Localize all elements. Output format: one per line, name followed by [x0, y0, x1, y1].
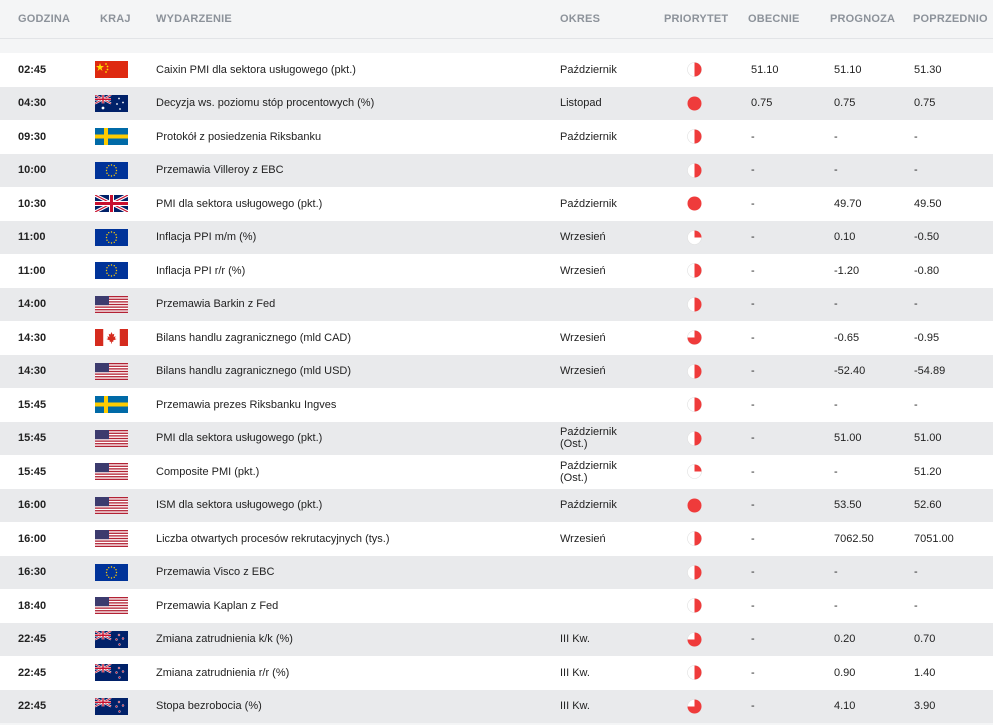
- previous-value: 51.00: [914, 432, 942, 445]
- header-period[interactable]: OKRES: [560, 13, 601, 25]
- event-name[interactable]: Composite PMI (pkt.): [156, 465, 260, 478]
- header-actual[interactable]: OBECNIE: [748, 13, 800, 25]
- forecast-value: -52.40: [834, 365, 866, 378]
- canada-flag-icon: [95, 321, 128, 355]
- actual-value: -: [751, 499, 755, 512]
- previous-value: 51.30: [914, 63, 942, 76]
- eu-flag-icon: [95, 556, 128, 590]
- forecast-value: 0.20: [834, 633, 856, 646]
- event-period: Wrzesień: [560, 231, 606, 244]
- new-zealand-flag-icon: [95, 623, 128, 657]
- eu-flag-icon: [95, 254, 128, 288]
- event-period: Październik: [560, 197, 617, 210]
- table-row[interactable]: [0, 221, 993, 255]
- event-time: 16:00: [18, 532, 47, 545]
- priority-icon: [687, 522, 702, 556]
- forecast-value: -: [834, 566, 838, 579]
- previous-value: -0.50: [914, 231, 940, 244]
- event-time: 14:30: [18, 365, 47, 378]
- australia-flag-icon: [95, 87, 128, 121]
- usa-flag-icon: [95, 455, 128, 489]
- table-row[interactable]: [0, 120, 993, 154]
- priority-icon: [687, 120, 702, 154]
- forecast-value: -: [834, 599, 838, 612]
- event-period: [560, 589, 640, 623]
- event-period: Wrzesień: [560, 264, 606, 277]
- event-name[interactable]: PMI dla sektora usługowego (pkt.): [156, 432, 323, 445]
- actual-value: -: [751, 566, 755, 579]
- forecast-value: 49.70: [834, 197, 862, 210]
- priority-icon: [687, 288, 702, 322]
- priority-icon: [687, 556, 702, 590]
- usa-flag-icon: [95, 355, 128, 389]
- event-period: [560, 556, 640, 590]
- event-name[interactable]: Bilans handlu zagranicznego (mld USD): [156, 365, 352, 378]
- event-time: 11:00: [18, 231, 46, 244]
- event-time: 16:00: [18, 499, 47, 512]
- previous-value: 0.70: [914, 633, 936, 646]
- priority-icon: [687, 254, 702, 288]
- priority-icon: [687, 623, 702, 657]
- header-event[interactable]: WYDARZENIE: [156, 13, 232, 25]
- table-row[interactable]: [0, 489, 993, 523]
- event-time: 22:45: [18, 666, 47, 679]
- usa-flag-icon: [95, 489, 128, 523]
- event-name[interactable]: Zmiana zatrudnienia r/r (%): [156, 666, 290, 679]
- table-row[interactable]: [0, 589, 993, 623]
- event-time: 16:30: [18, 566, 47, 579]
- priority-icon: [687, 154, 702, 188]
- new-zealand-flag-icon: [95, 656, 128, 690]
- header-country[interactable]: KRAJ: [100, 13, 131, 25]
- event-period: Listopad: [560, 97, 602, 110]
- event-name[interactable]: ISM dla sektora usługowego (pkt.): [156, 499, 323, 512]
- actual-value: -: [751, 130, 755, 143]
- event-period: Wrzesień: [560, 532, 606, 545]
- event-name[interactable]: Stopa bezrobocia (%): [156, 700, 262, 713]
- actual-value: -: [751, 197, 755, 210]
- header-previous[interactable]: POPRZEDNIO: [913, 13, 988, 25]
- priority-icon: [687, 53, 702, 87]
- forecast-value: -: [834, 398, 838, 411]
- previous-value: 7051.00: [914, 532, 954, 545]
- table-row[interactable]: [0, 556, 993, 590]
- priority-icon: [687, 489, 702, 523]
- actual-value: 51.10: [751, 63, 779, 76]
- event-period: Październik: [560, 63, 617, 76]
- table-row[interactable]: [0, 288, 993, 322]
- actual-value: -: [751, 331, 755, 344]
- event-time: 11:00: [18, 264, 46, 277]
- table-row[interactable]: [0, 422, 993, 456]
- usa-flag-icon: [95, 422, 128, 456]
- priority-icon: [687, 355, 702, 389]
- usa-flag-icon: [95, 522, 128, 556]
- event-time: 02:45: [18, 63, 47, 76]
- forecast-value: -: [834, 164, 838, 177]
- previous-value: -: [914, 164, 918, 177]
- actual-value: -: [751, 298, 755, 311]
- event-time: 14:00: [18, 298, 47, 311]
- previous-value: -: [914, 398, 918, 411]
- table-row[interactable]: [0, 187, 993, 221]
- actual-value: -: [751, 700, 755, 713]
- event-name[interactable]: Caixin PMI dla sektora usługowego (pkt.): [156, 63, 356, 76]
- actual-value: -: [751, 164, 755, 177]
- table-row[interactable]: [0, 656, 993, 690]
- event-period: Październik: [560, 130, 617, 143]
- event-name[interactable]: PMI dla sektora usługowego (pkt.): [156, 197, 323, 210]
- priority-icon: [687, 187, 702, 221]
- event-time: 15:45: [18, 398, 47, 411]
- usa-flag-icon: [95, 589, 128, 623]
- actual-value: -: [751, 398, 755, 411]
- event-name[interactable]: Przemawia Kaplan z Fed: [156, 599, 279, 612]
- table-row[interactable]: [0, 455, 993, 489]
- previous-value: 52.60: [914, 499, 942, 512]
- event-name[interactable]: Inflacja PPI m/m (%): [156, 231, 257, 244]
- actual-value: -: [751, 633, 755, 646]
- sweden-flag-icon: [95, 120, 128, 154]
- event-time: 15:45: [18, 465, 47, 478]
- table-row[interactable]: [0, 53, 993, 87]
- event-period: Październik: [560, 499, 617, 512]
- priority-icon: [687, 221, 702, 255]
- previous-value: 51.20: [914, 465, 942, 478]
- event-period: III Kw.: [560, 666, 590, 679]
- table-row[interactable]: [0, 388, 993, 422]
- priority-icon: [687, 388, 702, 422]
- new-zealand-flag-icon: [95, 690, 128, 724]
- event-period: [560, 388, 640, 422]
- forecast-value: 0.90: [834, 666, 856, 679]
- event-name[interactable]: Bilans handlu zagranicznego (mld CAD): [156, 331, 352, 344]
- eu-flag-icon: [95, 154, 128, 188]
- china-flag-icon: [95, 53, 128, 87]
- event-time: 04:30: [18, 97, 47, 110]
- table-row[interactable]: [0, 254, 993, 288]
- table-header: [0, 0, 993, 39]
- event-name[interactable]: Przemawia Barkin z Fed: [156, 298, 276, 311]
- previous-value: 3.90: [914, 700, 936, 713]
- event-time: 09:30: [18, 130, 47, 143]
- actual-value: -: [751, 465, 755, 478]
- eu-flag-icon: [95, 221, 128, 255]
- event-period: Wrzesień: [560, 331, 606, 344]
- uk-flag-icon: [95, 187, 128, 221]
- forecast-value: 51.10: [834, 63, 862, 76]
- event-period: III Kw.: [560, 700, 590, 713]
- forecast-value: -1.20: [834, 264, 860, 277]
- forecast-value: 51.00: [834, 432, 862, 445]
- forecast-value: -: [834, 130, 838, 143]
- previous-value: -: [914, 298, 918, 311]
- event-time: 14:30: [18, 331, 47, 344]
- event-time: 15:45: [18, 432, 47, 445]
- previous-value: -54.89: [914, 365, 946, 378]
- event-time: 18:40: [18, 599, 47, 612]
- event-name[interactable]: Przemawia prezes Riksbanku Ingves: [156, 398, 337, 411]
- event-time: 22:45: [18, 700, 47, 713]
- forecast-value: 4.10: [834, 700, 856, 713]
- table-row[interactable]: [0, 321, 993, 355]
- event-name[interactable]: Zmiana zatrudnienia k/k (%): [156, 633, 293, 646]
- forecast-value: 0.75: [834, 97, 856, 110]
- actual-value: -: [751, 599, 755, 612]
- previous-value: -0.95: [914, 331, 940, 344]
- priority-icon: [687, 589, 702, 623]
- event-name[interactable]: Przemawia Villeroy z EBC: [156, 164, 284, 177]
- previous-value: -: [914, 130, 918, 143]
- event-period: Wrzesień: [560, 365, 606, 378]
- forecast-value: -: [834, 298, 838, 311]
- actual-value: -: [751, 264, 755, 277]
- event-name[interactable]: Decyzja ws. poziomu stóp procentowych (%): [156, 97, 375, 110]
- event-period: Październik (Ost.): [560, 459, 617, 484]
- actual-value: -: [751, 365, 755, 378]
- table-row[interactable]: [0, 623, 993, 657]
- table-row[interactable]: [0, 690, 993, 724]
- actual-value: -: [751, 231, 755, 244]
- forecast-value: 7062.50: [834, 532, 874, 545]
- sweden-flag-icon: [95, 388, 128, 422]
- event-list: [0, 53, 993, 723]
- actual-value: -: [751, 532, 755, 545]
- previous-value: 0.75: [914, 97, 936, 110]
- previous-value: 1.40: [914, 666, 936, 679]
- previous-value: -0.80: [914, 264, 940, 277]
- priority-icon: [687, 690, 702, 724]
- priority-icon: [687, 455, 702, 489]
- event-name[interactable]: Liczba otwartych procesów rekrutacyjnych (tys.): [156, 532, 390, 545]
- header-forecast[interactable]: PROGNOZA: [830, 13, 896, 25]
- table-row[interactable]: [0, 522, 993, 556]
- event-time: 10:30: [18, 197, 47, 210]
- event-period: [560, 154, 640, 188]
- actual-value: -: [751, 666, 755, 679]
- forecast-value: 0.10: [834, 231, 856, 244]
- header-priority[interactable]: PRIORYTET: [664, 13, 729, 25]
- header-time[interactable]: GODZINA: [18, 13, 71, 25]
- priority-icon: [687, 87, 702, 121]
- event-name[interactable]: Przemawia Visco z EBC: [156, 566, 275, 579]
- table-row[interactable]: [0, 87, 993, 121]
- forecast-value: -0.65: [834, 331, 860, 344]
- previous-value: -: [914, 566, 918, 579]
- actual-value: -: [751, 432, 755, 445]
- event-time: 10:00: [18, 164, 47, 177]
- priority-icon: [687, 422, 702, 456]
- forecast-value: -: [834, 465, 838, 478]
- event-name[interactable]: Protokół z posiedzenia Riksbanku: [156, 130, 322, 143]
- usa-flag-icon: [95, 288, 128, 322]
- actual-value: 0.75: [751, 97, 773, 110]
- event-period: [560, 288, 640, 322]
- event-period: III Kw.: [560, 633, 590, 646]
- event-time: 22:45: [18, 633, 47, 646]
- forecast-value: 53.50: [834, 499, 862, 512]
- previous-value: -: [914, 599, 918, 612]
- table-row[interactable]: [0, 355, 993, 389]
- table-row[interactable]: [0, 154, 993, 188]
- priority-icon: [687, 656, 702, 690]
- previous-value: 49.50: [914, 197, 942, 210]
- event-name[interactable]: Inflacja PPI r/r (%): [156, 264, 246, 277]
- priority-icon: [687, 321, 702, 355]
- event-period: Październik (Ost.): [560, 426, 617, 451]
